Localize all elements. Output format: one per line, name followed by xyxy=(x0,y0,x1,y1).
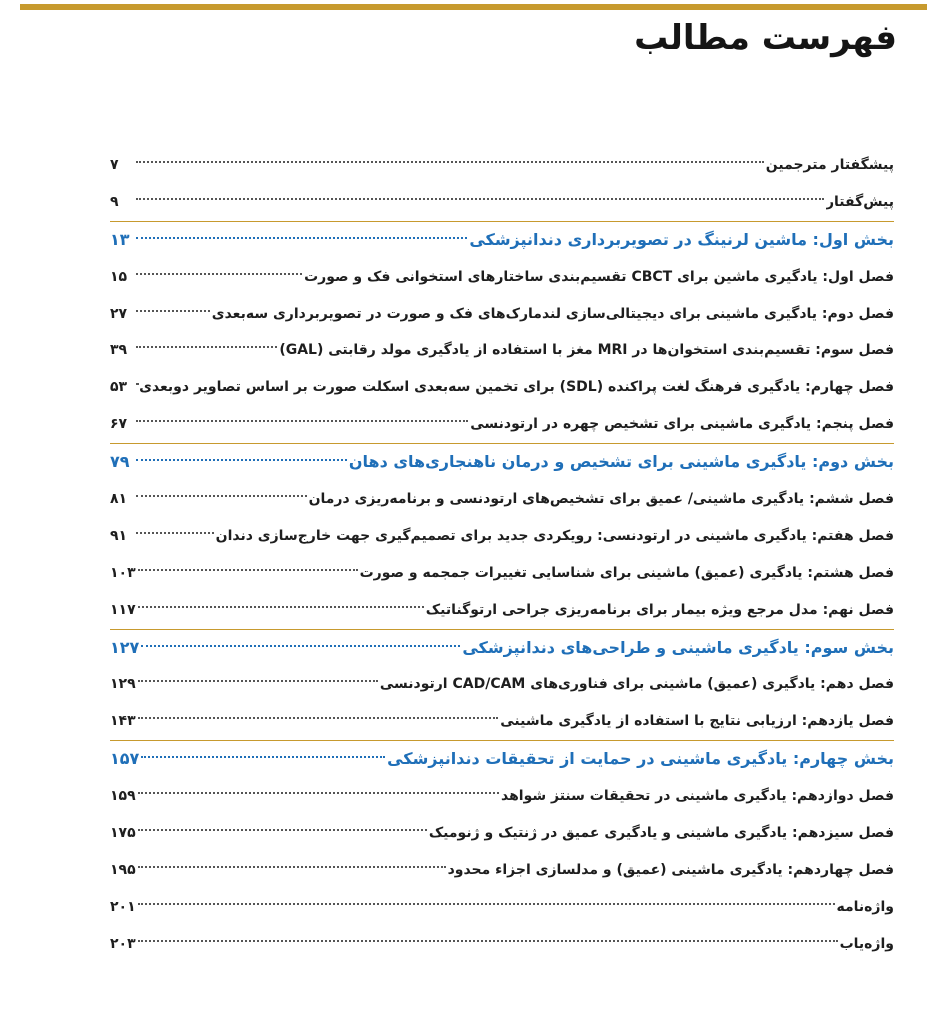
toc-page-number: ۹۱ xyxy=(110,527,128,544)
dot-leader xyxy=(136,273,302,275)
dot-leader xyxy=(138,717,499,719)
toc-chapter-3[interactable] xyxy=(110,332,894,369)
toc-page-number: ۶۷ xyxy=(110,416,128,433)
toc-entry-index[interactable] xyxy=(110,926,894,963)
toc-page-number: ۹ xyxy=(110,193,119,210)
toc-chapter-8[interactable] xyxy=(110,555,894,592)
toc-entry-title: فصل چهارم: یادگیری فرهنگ لغت پراکنده (SDL) برای تخمین سه‌بعدی اسکلت صورت بر اساس تصاویر دوبعدی xyxy=(139,379,894,396)
toc-chapter-11[interactable] xyxy=(110,703,894,740)
toc-page-number: ۱۷۵ xyxy=(110,825,136,842)
toc-chapter-7[interactable] xyxy=(110,518,894,555)
toc-part-title: بخش چهارم: یادگیری ماشینی در حمایت از تحقیقات دندانپزشکی xyxy=(387,749,894,769)
toc-part-2[interactable] xyxy=(110,443,894,481)
toc-chapter-2[interactable] xyxy=(110,296,894,333)
page-title: فهرست مطالب xyxy=(634,18,897,58)
top-gold-rule xyxy=(20,4,927,10)
toc-entry-preface[interactable] xyxy=(110,184,894,221)
toc-chapter-6[interactable] xyxy=(110,481,894,518)
toc-page-number: ۱۱۷ xyxy=(110,601,136,618)
dot-leader xyxy=(138,606,424,608)
toc-part-title: بخش اول: ماشین لرنینگ در تصویربرداری دندانپزشکی xyxy=(469,229,894,249)
toc-page-number: ۱۲۷ xyxy=(110,637,140,657)
toc-part-1[interactable] xyxy=(110,221,894,259)
toc-chapter-14[interactable] xyxy=(110,852,894,889)
toc-chapter-12[interactable] xyxy=(110,778,894,815)
dot-leader xyxy=(138,866,446,868)
dot-leader xyxy=(136,310,210,312)
toc-entry-title: فصل سوم: تقسیم‌بندی استخوان‌ها در MRI مغز با استفاده از یادگیری مولد رقابتی (GAL) xyxy=(279,342,894,359)
toc-page-number: ۲۰۳ xyxy=(110,935,136,952)
toc-entry-title: فصل اول: یادگیری ماشین برای CBCT تقسیم‌بندی ساختارهای استخوانی فک و صورت xyxy=(304,268,894,285)
toc-entry-translators-preface[interactable] xyxy=(110,147,894,184)
toc-page-number: ۱۲۹ xyxy=(110,676,136,693)
toc-part-3[interactable] xyxy=(110,629,894,667)
toc-entry-title: واژه‌یاب xyxy=(839,935,894,952)
toc-entry-glossary[interactable] xyxy=(110,889,894,926)
toc-part-title: بخش دوم: یادگیری ماشینی برای تشخیص و درمان ناهنجاری‌های دهان xyxy=(348,452,894,472)
toc-entry-title: واژه‌نامه xyxy=(836,898,894,915)
toc-page-number: ۱۳ xyxy=(110,229,130,249)
dot-leader xyxy=(136,198,824,200)
dot-leader xyxy=(136,420,468,422)
toc-page-number: ۱۵ xyxy=(110,268,128,285)
dot-leader xyxy=(136,161,764,163)
toc-entry-title: پیشگفتار مترجمین xyxy=(765,157,894,173)
table-of-contents xyxy=(110,147,894,963)
dot-leader xyxy=(138,940,838,942)
dot-leader xyxy=(136,346,277,348)
toc-entry-title: فصل دوازدهم: یادگیری ماشینی در تحقیقات سنتز شواهد xyxy=(501,788,894,805)
toc-chapter-9[interactable] xyxy=(110,592,894,629)
toc-entry-title: فصل هشتم: یادگیری (عمیق) ماشینی برای شناسایی تغییرات جمجمه و صورت xyxy=(359,564,894,581)
toc-entry-title: پیش‌گفتار xyxy=(825,193,894,210)
toc-entry-title: فصل پنجم: یادگیری ماشینی برای تشخیص چهره در ارتودنسی xyxy=(470,416,894,433)
toc-entry-title: فصل سیزدهم: یادگیری ماشینی و یادگیری عمیق در ژنتیک و ژنومیک xyxy=(428,825,894,842)
dot-leader xyxy=(138,792,499,794)
dot-leader xyxy=(141,645,460,647)
toc-chapter-1[interactable] xyxy=(110,259,894,296)
toc-page-number: ۷۹ xyxy=(110,452,130,472)
toc-chapter-5[interactable] xyxy=(110,406,894,443)
dot-leader xyxy=(141,756,385,758)
dot-leader xyxy=(138,903,835,905)
dot-leader xyxy=(136,383,137,385)
dot-leader xyxy=(136,237,467,239)
toc-page-number: ۱۵۹ xyxy=(110,788,136,805)
toc-entry-title: فصل دهم: یادگیری (عمیق) ماشینی برای فناوری‌های CAD/CAM ارتودنسی xyxy=(379,676,894,693)
toc-entry-title: فصل ششم: یادگیری ماشینی/ عمیق برای تشخیص‌های ارتودنسی و برنامه‌ریزی درمان xyxy=(308,491,894,508)
toc-chapter-13[interactable] xyxy=(110,815,894,852)
toc-page-number: ۵۳ xyxy=(110,379,128,396)
toc-entry-title: فصل نهم: مدل مرجع ویژه بیمار برای برنامه‌ریزی جراحی ارتوگناتیک xyxy=(425,601,894,618)
dot-leader xyxy=(136,495,307,497)
toc-entry-title: فصل دوم: یادگیری ماشینی برای دیجیتالی‌سازی لندمارک‌های فک و صورت در تصویربرداری سه‌بعدی xyxy=(211,305,894,322)
toc-page-number: ۷ xyxy=(110,157,119,173)
dot-leader xyxy=(136,459,347,461)
dot-leader xyxy=(138,829,427,831)
toc-entry-title: فصل هفتم: یادگیری ماشینی در ارتودنسی: رویکردی جدید برای تصمیم‌گیری جهت خارج‌سازی دندان xyxy=(215,527,894,544)
toc-page-number: ۸۱ xyxy=(110,491,128,508)
toc-page-number: ۱۹۵ xyxy=(110,861,136,878)
toc-entry-title: فصل یازدهم: ارزیابی نتایج با استفاده از یادگیری ماشینی xyxy=(500,713,894,730)
dot-leader xyxy=(138,569,358,571)
dot-leader xyxy=(136,532,214,534)
dot-leader xyxy=(138,680,378,682)
toc-chapter-10[interactable] xyxy=(110,666,894,703)
toc-page-number: ۱۰۳ xyxy=(110,564,136,581)
toc-chapter-4[interactable] xyxy=(110,369,894,406)
toc-entry-title: فصل چهاردهم: یادگیری ماشینی (عمیق) و مدلسازی اجزاء محدود xyxy=(447,861,894,878)
toc-page-number: ۲۰۱ xyxy=(110,898,136,915)
toc-part-title: بخش سوم: یادگیری ماشینی و طراحی‌های دندانپزشکی xyxy=(462,637,894,657)
toc-page-number: ۱۴۳ xyxy=(110,713,136,730)
toc-page-number: ۱۵۷ xyxy=(110,749,140,769)
toc-page-number: ۳۹ xyxy=(110,342,128,359)
toc-part-4[interactable] xyxy=(110,740,894,778)
toc-page-number: ۲۷ xyxy=(110,305,128,322)
